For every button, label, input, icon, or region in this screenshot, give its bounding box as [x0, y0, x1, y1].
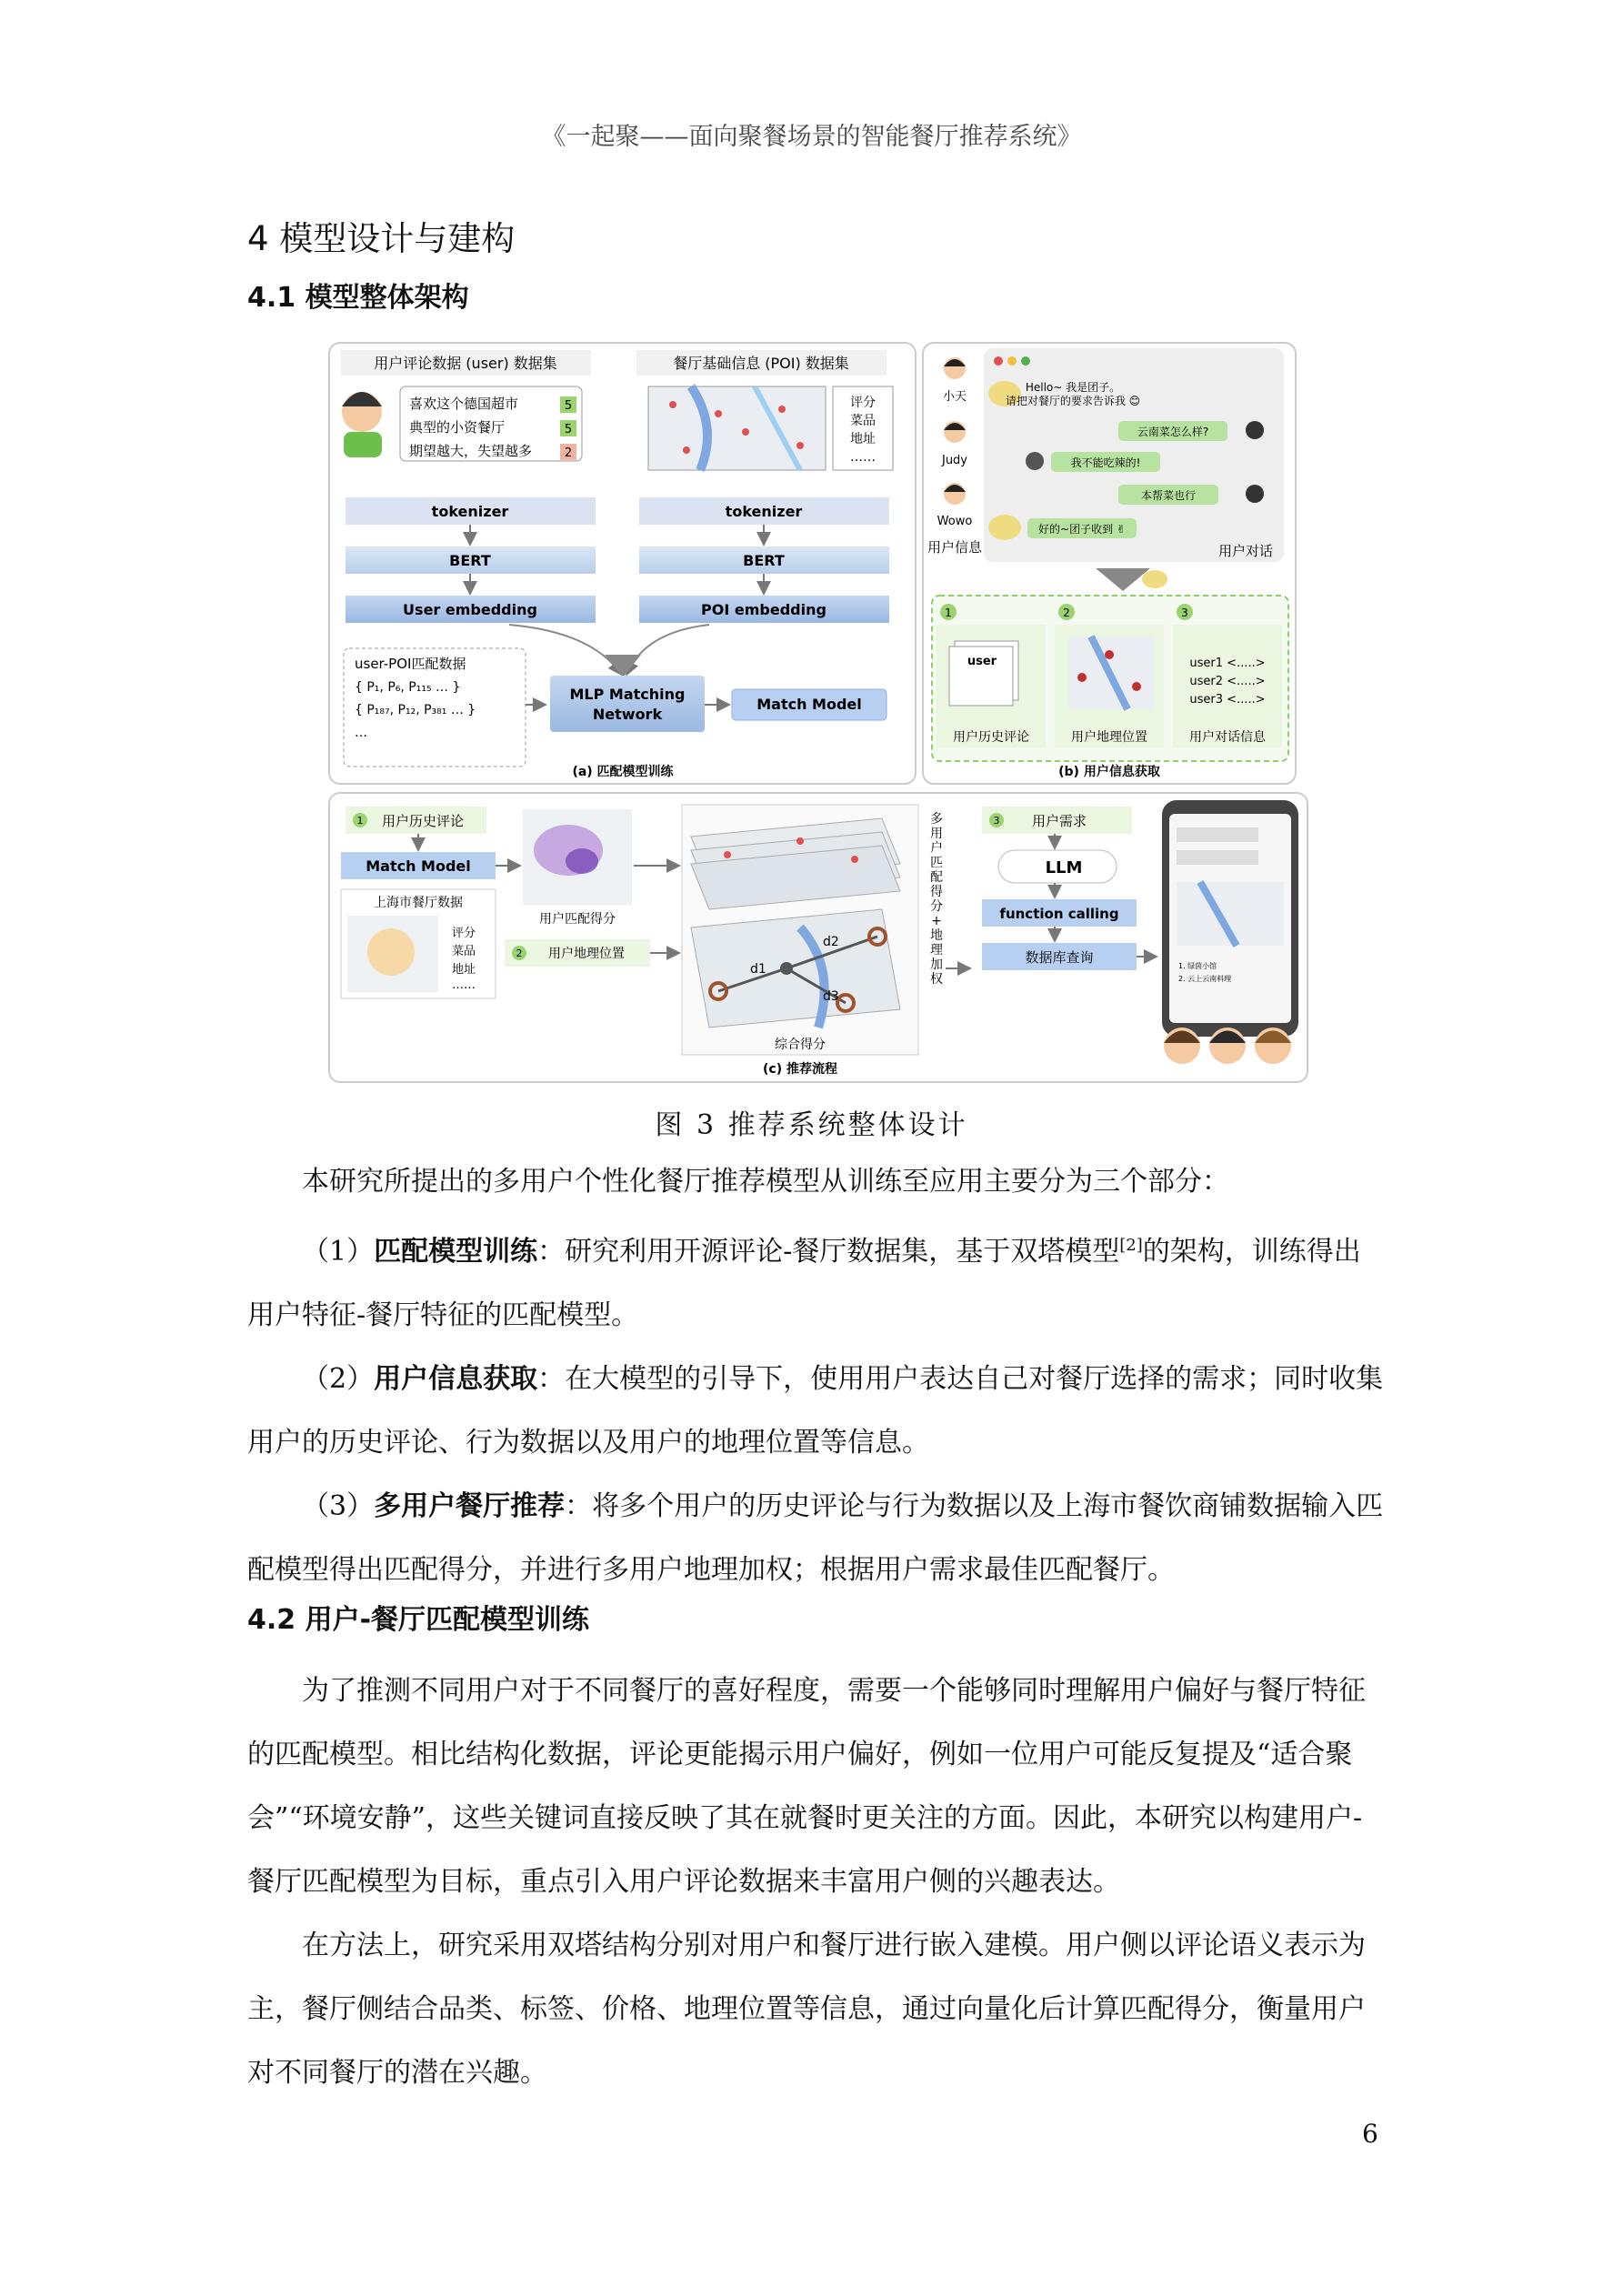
- panel-b: [923, 343, 1296, 784]
- city-attr: 菜品: [451, 945, 476, 958]
- review-score: 2: [564, 446, 573, 460]
- review-score: 5: [564, 423, 573, 436]
- panel-a: [329, 343, 916, 784]
- function-calling-label: function calling: [999, 906, 1119, 922]
- step-label: 用户历史评论: [953, 730, 1029, 745]
- side-label: 多用户匹配得分+地理加权: [930, 812, 943, 987]
- user-name: 小天: [942, 390, 967, 404]
- phone-result: 2. 云上云南料理: [1178, 975, 1232, 983]
- db-query-label: 数据库查询: [1025, 949, 1094, 966]
- city-attr: 评分: [451, 927, 476, 940]
- mlp-label: Network: [592, 706, 663, 723]
- running-header: 《一起聚——面向聚餐场景的智能餐厅推荐系统》: [541, 123, 1082, 151]
- step-number: 2: [516, 947, 523, 959]
- subsection-heading-4-2: 4.2 用户-餐厅匹配模型训练: [247, 1604, 590, 1636]
- poi-map-image: [648, 386, 826, 470]
- user-embedding-label: User embedding: [403, 601, 537, 618]
- distance-label: d1: [750, 962, 766, 977]
- city-attr: 地址: [451, 963, 476, 977]
- chat-line: 请把对餐厅的要求告诉我 😊: [1005, 395, 1141, 407]
- item-text: ：研究利用开源评论-餐厅数据集，基于双塔模型: [537, 1236, 1120, 1268]
- match-model-label: Match Model: [756, 696, 862, 713]
- dialog-label: 用户对话: [1217, 543, 1274, 559]
- item-2: [247, 1348, 1384, 1475]
- step-3: [1173, 604, 1282, 747]
- item-title: 匹配模型训练: [374, 1236, 538, 1268]
- item-number: （1）: [302, 1236, 375, 1268]
- step-number: 1: [356, 815, 364, 827]
- step-number: 3: [993, 815, 1000, 827]
- city-attr: ……: [452, 978, 476, 992]
- user-info-label: 用户信息: [927, 539, 983, 556]
- chat-line: 云南菜怎么样?: [1137, 426, 1209, 438]
- figure-caption: 图 3 推荐系统整体设计: [655, 1109, 968, 1141]
- item-3: [247, 1475, 1384, 1602]
- intro-paragraph: 本研究所提出的多用户个性化餐厅推荐模型从训练至应用主要分为三个部分：: [302, 1166, 1229, 1198]
- chat-line: Hello~ 我是团子。: [1025, 381, 1121, 394]
- poi-attr: 评分: [850, 396, 876, 410]
- review-text: 期望越大，失望越多: [409, 443, 533, 459]
- review-text: 典型的小资餐厅: [409, 419, 506, 436]
- poi-attr: 菜品: [850, 414, 876, 428]
- review-score: 5: [564, 399, 573, 413]
- geo-label: 用户地理位置: [548, 947, 625, 961]
- dataset-poi-label: 餐厅基础信息 (POI) 数据集: [673, 355, 849, 372]
- review-text: 喜欢这个德国超市: [409, 396, 519, 412]
- poi-embedding-label: POI embedding: [701, 601, 827, 618]
- step-number: 1: [945, 607, 952, 619]
- match-data-row: { P₁, P₆, P₁₁₅ … }: [355, 680, 461, 695]
- dataset-user-label: 用户评论数据 (user) 数据集: [374, 355, 557, 372]
- distance-label: d3: [823, 989, 839, 1004]
- paragraph: 在方法上，研究采用双塔结构分别对用户和餐厅进行嵌入建模。用户侧以评论语义表示为主，餐厅侧结合品类、标签、价格、地理位置等信息，通过向量化后计算匹配得分，衡量用户对不同餐厅的潜在兴趣。: [247, 1930, 1366, 2089]
- step-label: 用户地理位置: [1071, 730, 1147, 745]
- panel-b-label: (b) 用户信息获取: [1058, 765, 1160, 779]
- step3-line: user2 <.....>: [1189, 675, 1266, 688]
- distance-label: d2: [823, 935, 839, 949]
- poi-attr: 地址: [850, 432, 876, 446]
- step-user-label: user: [967, 655, 997, 668]
- match-model-label: Match Model: [366, 857, 471, 875]
- poi-attr: ……: [850, 450, 876, 465]
- mlp-label: MLP Matching: [569, 686, 686, 703]
- match-data-row: …: [355, 726, 367, 740]
- llm-label: LLM: [1045, 858, 1083, 877]
- figure-3: [327, 341, 1309, 1087]
- body-text-1: [247, 1150, 1384, 1602]
- step-number: 2: [1063, 607, 1070, 619]
- match-score-label: 用户匹配得分: [539, 912, 616, 927]
- citation[interactable]: [2]: [1119, 1236, 1143, 1255]
- step-2: [1055, 604, 1164, 747]
- chat-line: 好的~团子收到 ✌: [1038, 523, 1126, 536]
- item-text: ：将多个用户的历史评论与行为数据以及上海市餐饮商铺数据输入匹配模型得出匹配得分，并进行多用户地理加权；根据用户需求最佳匹配餐厅。: [247, 1490, 1384, 1586]
- item-title: 用户信息获取: [374, 1363, 538, 1395]
- bert-label: BERT: [743, 552, 785, 569]
- match-score-heatmap: [523, 809, 632, 905]
- chat-line: 本帮菜也行: [1140, 489, 1197, 502]
- panel-a-label: (a) 匹配模型训练: [572, 765, 674, 779]
- item-text: ：在大模型的引导下，使用用户表达自己对餐厅选择的需求；同时收集用户的历史评论、行为数据以及用户的地理位置等信息。: [247, 1363, 1384, 1459]
- item-number: （3）: [302, 1490, 375, 1522]
- user-name: Judy: [941, 454, 968, 467]
- subsection-heading-4-1: 4.1 模型整体架构: [247, 282, 469, 314]
- tokenizer-label: tokenizer: [431, 503, 509, 520]
- match-data-row: { P₁₈₇, P₁₂, P₃₈₁ … }: [355, 703, 476, 717]
- step-1: [937, 604, 1046, 747]
- step3-line: user3 <.....>: [1189, 693, 1266, 707]
- match-data-title: user-POI匹配数据: [355, 656, 466, 672]
- combined-label: 综合得分: [775, 1038, 826, 1052]
- paragraph: 为了推测不同用户对于不同餐厅的喜好程度，需要一个能够同时理解用户偏好与餐厅特征的匹配模型。相比结构化数据，评论更能揭示用户偏好，例如一位用户可能反复提及“适合聚会”“环境安静”，这些关键词直接反映了其在就餐时更关注的方面。因此，本研究以构建用户-餐厅匹配模型为目标，重点引入用户评论数据来丰富用户侧的兴趣表达。: [247, 1675, 1366, 1898]
- step-number: 3: [1181, 607, 1188, 619]
- body-text-2: [247, 1659, 1384, 2105]
- user-avatar-icon: [342, 392, 382, 457]
- step-label: 用户对话信息: [1189, 730, 1266, 745]
- panel-c: [329, 793, 1307, 1082]
- demand-label: 用户需求: [1031, 813, 1087, 829]
- user-name: Wowo: [937, 515, 973, 528]
- item-1: [247, 1214, 1384, 1348]
- item-text: 的架构，训练得出用户特征-餐厅特征的匹配模型。: [247, 1236, 1361, 1331]
- phone-mockup: [1162, 800, 1298, 1064]
- chat-line: 我不能吃辣的!: [1070, 456, 1141, 469]
- bert-label: BERT: [449, 552, 491, 569]
- panel-c-label: (c) 推荐流程: [763, 1062, 837, 1077]
- item-number: （2）: [302, 1363, 375, 1395]
- phone-result: 1. 绿茵小馆: [1178, 962, 1217, 970]
- city-data-label: 上海市餐厅数据: [374, 896, 463, 910]
- tokenizer-label: tokenizer: [725, 503, 803, 520]
- page-number: 6: [1362, 2119, 1378, 2149]
- step3-line: user1 <.....>: [1189, 657, 1266, 670]
- item-title: 多用户餐厅推荐: [374, 1490, 566, 1522]
- hist-label: 用户历史评论: [381, 813, 465, 829]
- section-heading: 4 模型设计与建构: [247, 219, 516, 258]
